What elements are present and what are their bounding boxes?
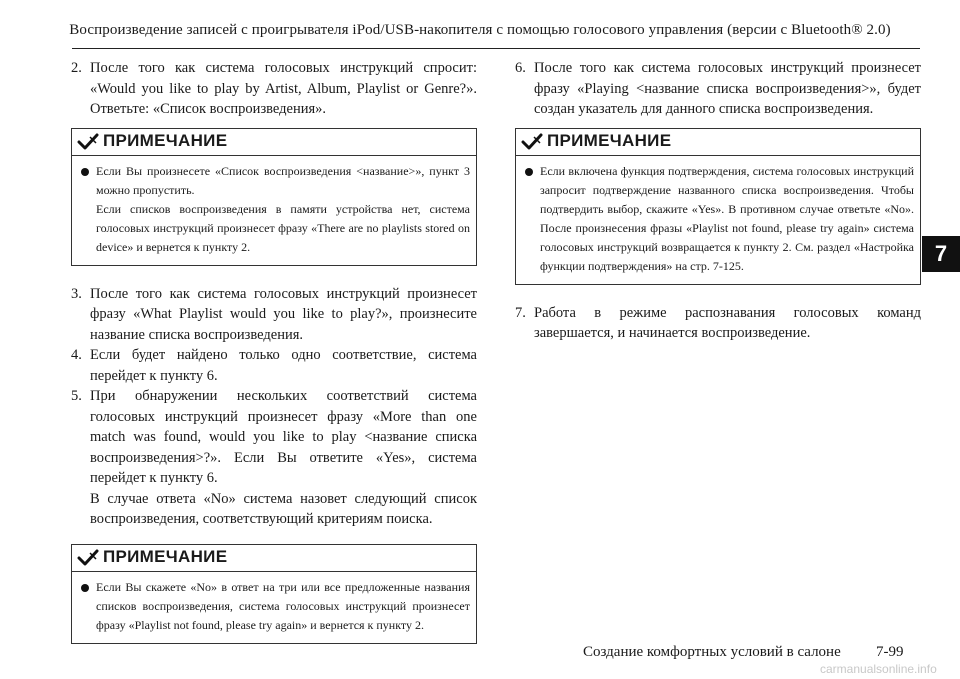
note-box-2	[71, 544, 477, 644]
left-column	[71, 58, 477, 654]
bullet-icon	[81, 584, 89, 592]
note-text: Если Вы скажете «No» в ответ на три или все предложенные названия списков воспроизведения, система голосовых инструкций произнесет фразу «Playlist not found, please try again» и вернется к пункту 2.	[96, 579, 470, 632]
step-4	[71, 345, 477, 386]
note-heading: ПРИМЕЧАНИЕ	[103, 547, 228, 567]
step-text: После того как система голосовых инструкций произнесет фразу «What Playlist would you like to play?», произнесите название списка воспроизведения.	[90, 285, 477, 343]
step-2	[71, 58, 477, 120]
step-number: 6.	[515, 60, 526, 76]
note-header	[516, 129, 920, 156]
step-number: 7.	[515, 304, 526, 321]
step-text: Если будет найдено только одно соответствие, система перейдет к пункту 6.	[90, 347, 477, 384]
pencil-check-icon	[521, 133, 543, 151]
step-5	[71, 386, 477, 530]
note-text: Если списков воспроизведения в памяти устройства нет, система голосовых инструкций произнесет фразу «There are no playlists stored on device» и вернется к пункту 2.	[96, 201, 470, 254]
right-column	[515, 58, 921, 344]
note-text: Если включена функция подтверждения, система голосовых инструкций запросит подтверждение названного списка воспроизведения. Чтобы подтвердить выбор, скажите «Yes». В противном случае ответьте «No». После произнесения фразы «Playlist not found, please try again» система голосовых инструкций возвращается к пункту 2. См. раздел «Настройка функции подтверждения» на стр. 7-125.	[540, 163, 914, 273]
step-text: После того как система голосовых инструкций произнесет фразу «Playing <название списка воспроизведения>», будет создан указатель для данного списка воспроизведения.	[534, 60, 921, 117]
step-text: В случае ответа «No» система назовет следующий список воспроизведения, соответствующий критериям поиска.	[90, 490, 477, 527]
note-text: Если Вы произнесете «Список воспроизведения <название>», пункт 3 можно пропустить.	[96, 163, 470, 197]
step-text: При обнаружении нескольких соответствий система голосовых инструкций произнесет фразу «More than one match was found, would you like to play <название списка воспроизведения>?». Если Вы ответите «Yes», система перейдет к пункту 6.	[90, 388, 477, 486]
pencil-check-icon	[77, 133, 99, 151]
footer-section-title: Создание комфортных условий в салоне	[583, 644, 841, 660]
step-number: 4.	[71, 347, 82, 363]
note-body	[516, 162, 920, 276]
note-header	[72, 129, 476, 156]
header-rule	[72, 48, 920, 49]
step-number: 3.	[71, 285, 82, 302]
step-number: 2.	[71, 60, 82, 76]
note-header	[72, 545, 476, 572]
note-box-3	[515, 128, 921, 285]
header-title: Воспроизведение записей с проигрывателя iPod/USB-накопителя с помощью голосового управления (версии с Bluetooth® 2.0)	[69, 22, 891, 38]
note-body	[72, 162, 476, 257]
watermark: carmanualsonline.info	[820, 662, 937, 676]
step-number: 5.	[71, 388, 82, 404]
step-text: После того как система голосовых инструкций спросит: «Would you like to play by Artist, Album, Playlist or Genre?». Ответьте: «Список воспроизведения».	[90, 60, 477, 117]
note-heading: ПРИМЕЧАНИЕ	[103, 131, 228, 151]
step-6	[515, 58, 921, 120]
note-body	[72, 578, 476, 635]
step-text: Работа в режиме распознавания голосовых команд завершается, и начинается воспроизведение.	[534, 304, 921, 341]
bullet-icon	[81, 168, 89, 176]
chapter-tab: 7	[922, 236, 960, 272]
page-number: 7-99	[876, 644, 904, 660]
note-heading: ПРИМЕЧАНИЕ	[547, 131, 672, 151]
step-7	[515, 303, 921, 344]
bullet-icon	[525, 168, 533, 176]
note-box-1	[71, 128, 477, 266]
step-3	[71, 284, 477, 346]
pencil-check-icon	[77, 549, 99, 567]
